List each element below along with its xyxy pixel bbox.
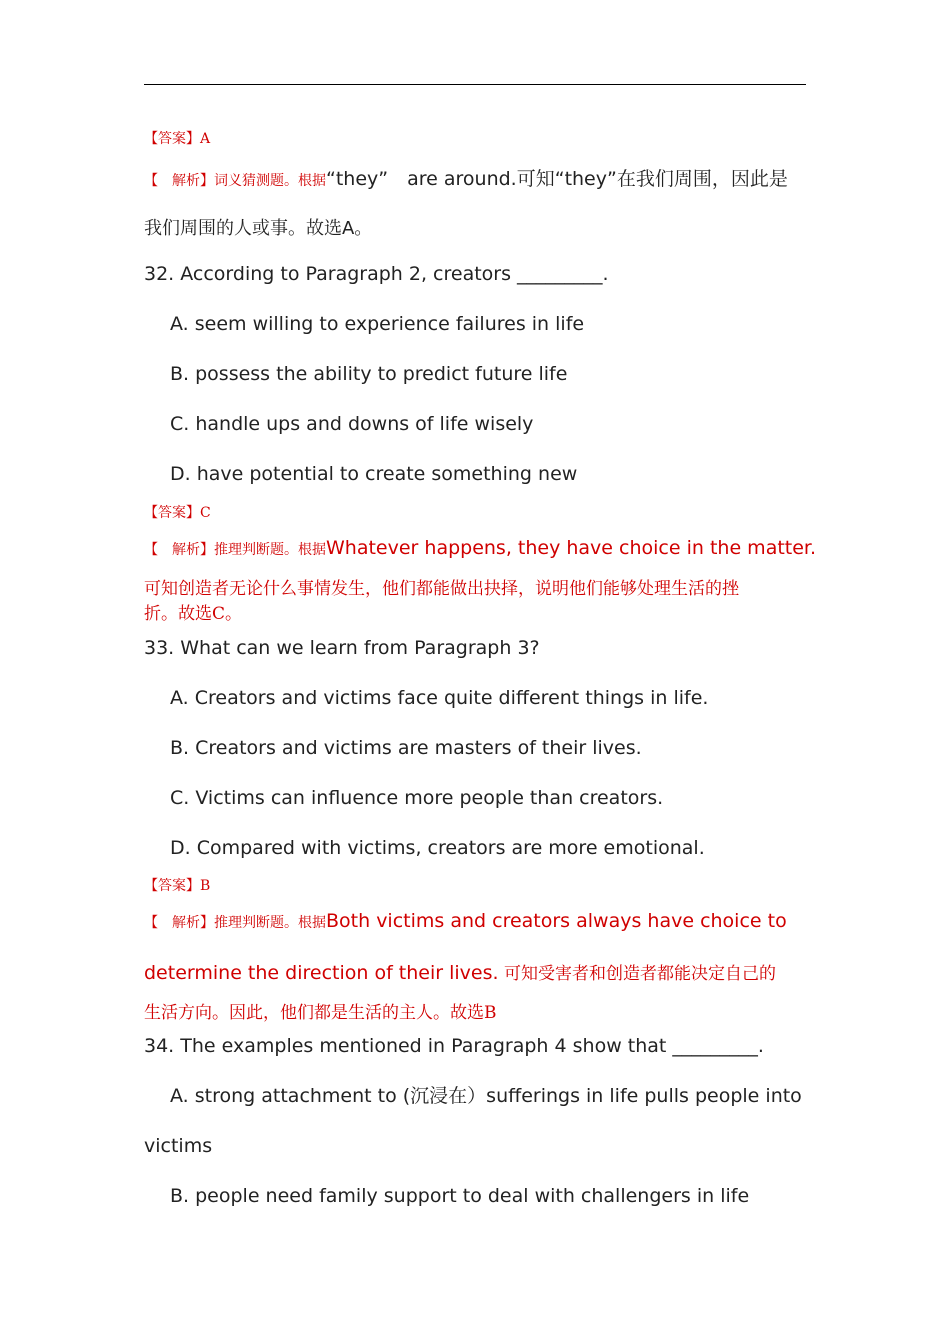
question-33-option-b: B. Creators and victims are masters of their lives.: [170, 737, 642, 759]
top-divider: [144, 84, 806, 85]
question-33-option-d: D. Compared with victims, creators are more emotional.: [170, 837, 705, 859]
question-33-option-c: C. Victims can influence more people than creators.: [170, 787, 664, 809]
explanation-q32-line1: [144, 537, 816, 559]
explanation-q31-line2: 我们周围的人或事。故选A。: [144, 218, 373, 239]
explanation-q31-line1: [144, 164, 788, 191]
question-34-stem: 34. The examples mentioned in Paragraph 4 show that _________.: [144, 1035, 764, 1057]
question-32-option-a: A. seem willing to experience failures in life: [170, 313, 585, 335]
question-32-stem: 32. According to Paragraph 2, creators _________.: [144, 263, 609, 285]
question-32-option-c: C. handle ups and downs of life wisely: [170, 413, 534, 435]
question-32-option-d: D. have potential to create something new: [170, 463, 578, 485]
explanation-tag: 【 解析】推理判断题。根据: [144, 915, 326, 931]
question-34-option-b: B. people need family support to deal with challengers in life: [170, 1185, 750, 1207]
explanation-q32-line3: 折。故选C。: [144, 604, 243, 624]
explanation-text: 可知受害者和创造者都能决定自己的: [503, 964, 776, 984]
explanation-q33-line2: [144, 959, 776, 984]
answer-q32: 【答案】C: [144, 505, 211, 521]
question-32-option-b: B. possess the ability to predict future life: [170, 363, 568, 385]
explanation-quote: determine the direction of their lives.: [144, 962, 499, 984]
answer-q33: 【答案】B: [144, 878, 211, 894]
question-34-option-a-continued: victims: [144, 1135, 213, 1157]
explanation-tag: 【 解析】词义猜测题。根据: [144, 173, 326, 189]
explanation-quote: Both victims and creators always have choice to: [326, 910, 787, 932]
explanation-quote: Whatever happens, they have choice in the matter.: [326, 537, 817, 559]
explanation-text: “they” are around.可知“they”在我们周围，因此是: [326, 168, 788, 190]
question-33-option-a: A. Creators and victims face quite different things in life.: [170, 687, 709, 709]
explanation-tag: 【 解析】推理判断题。根据: [144, 542, 326, 558]
question-33-stem: 33. What can we learn from Paragraph 3?: [144, 637, 540, 659]
explanation-q33-line1: [144, 910, 787, 932]
answer-q31: 【答案】A: [144, 131, 211, 147]
explanation-q32-line2: 可知创造者无论什么事情发生，他们都能做出抉择，说明他们能够处理生活的挫: [144, 579, 739, 599]
question-34-option-a: A. strong attachment to (沉浸在）sufferings in life pulls people into: [170, 1085, 802, 1107]
explanation-q33-line3: 生活方向。因此，他们都是生活的主人。故选B: [144, 1003, 497, 1023]
